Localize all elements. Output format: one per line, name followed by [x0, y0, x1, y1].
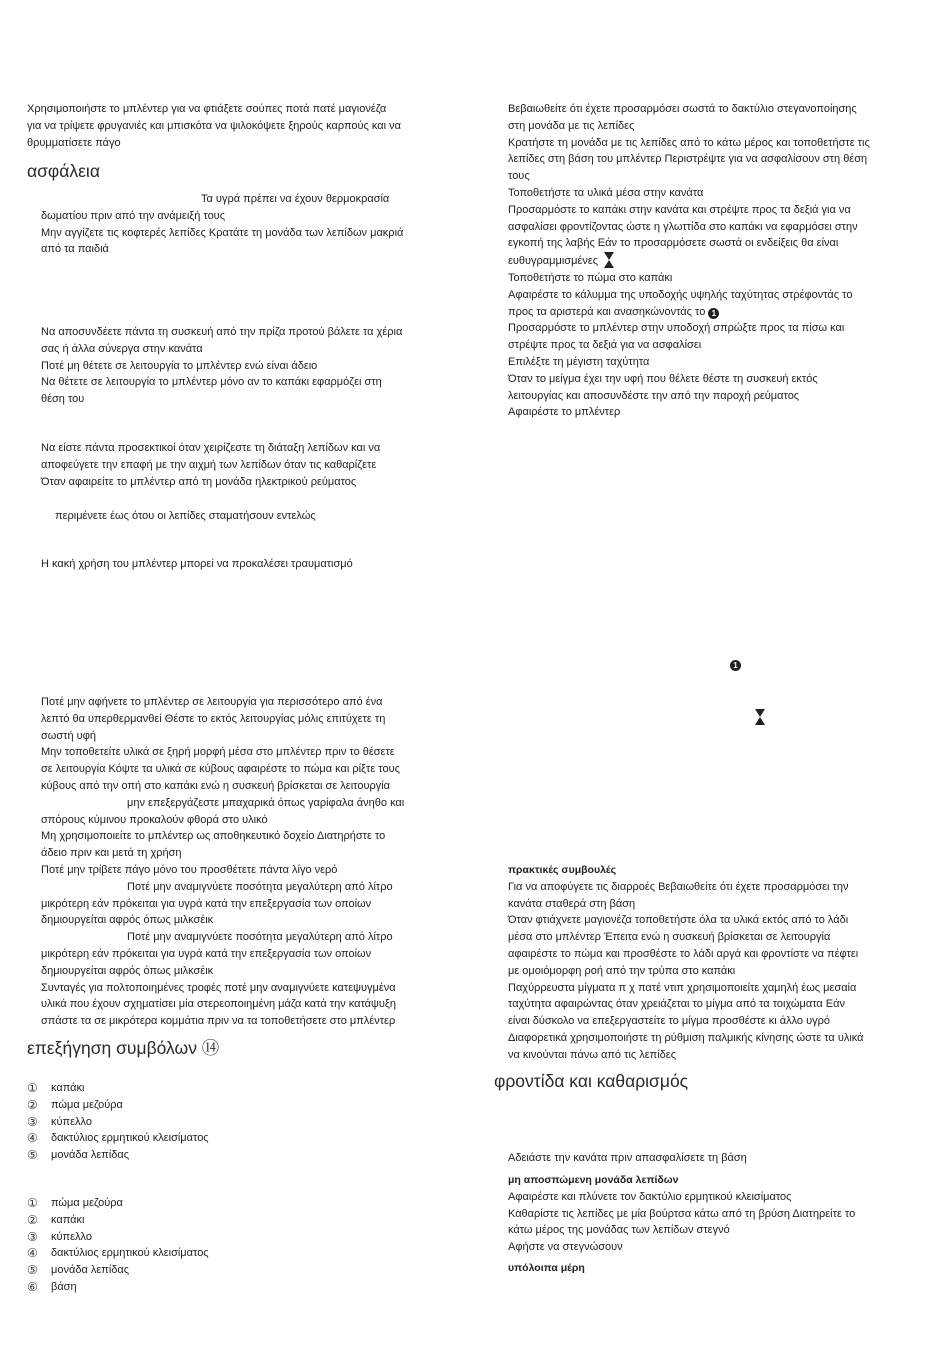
tip-line: να κινούνται πάνω από τις λεπίδες: [508, 1048, 677, 1061]
step-line: [508, 304, 938, 321]
usage-line: κύβους από την οπή στο καπάκι ενώ η συσκευή βρίσκεται σε λειτουργία: [41, 779, 391, 792]
step-line: Προσαρμόστε το καπάκι στην κανάτα και στρέψτε προς τα δεξιά για να: [508, 203, 851, 216]
hourglass-alignment-icon: [604, 252, 614, 268]
hourglass-alignment-icon: [755, 709, 765, 725]
care-heading: φροντίδα και καθαρισμός: [494, 1071, 689, 1091]
step-line: λεπίδες στη βάση του μπλέντερ Περιστρέψτε για να ασφαλίσουν στη θέση: [508, 153, 868, 166]
usage-line: δημιουργείται αφρός όπως μιλκσέικ: [41, 964, 214, 977]
tip-line: Παχύρρευστα μίγματα π χ πατέ ντιπ χρησιμοποιείτε χαμηλή έως μεσαία: [508, 981, 857, 994]
list-item: [27, 1279, 457, 1296]
item-label: μονάδα λεπίδας: [51, 1264, 130, 1277]
step-line: εγκοπή της λαβής Εάν το προσαρμόσετε σωστά οι ενδείξεις θα είναι: [508, 237, 839, 250]
list-item: [27, 1229, 457, 1246]
usage-line: Συνταγές για πολτοποιημένες τροφές ποτέ μην αναμιγνύετε κατεψυγμένα: [41, 981, 396, 994]
list-item: [27, 1114, 457, 1131]
safety-heading: ασφάλεια: [27, 161, 100, 181]
item-label: δακτύλιος ερμητικού κλεισίματος: [51, 1247, 209, 1260]
safety-line: θέση του: [41, 393, 85, 406]
care-line: Καθαρίστε τις λεπίδες με μία βούρτσα κάτω από τη βρύση Διατηρείτε το: [508, 1207, 856, 1220]
list-item: [27, 1097, 457, 1114]
care-line: Αφήστε να στεγνώσουν: [508, 1241, 623, 1254]
number-one-badge-icon: 1: [730, 660, 741, 671]
safety-line: Ποτέ μη θέτετε σε λειτουργία το μπλέντερ ενώ είναι άδειο: [41, 359, 318, 372]
blade-heading: μη αποσπώμενη μονάδα λεπίδων: [508, 1174, 679, 1186]
safety-line: δωματίου πριν από την ανάμειξή τους: [41, 209, 226, 222]
safety-block-a: [27, 191, 457, 258]
safety-line: περιμένετε έως ότου οι λεπίδες σταματήσουν εντελώς: [55, 510, 316, 522]
safety-line: από τα παιδιά: [41, 243, 109, 256]
list-item: [27, 1130, 457, 1147]
item-label: δακτύλιος ερμητικού κλεισίματος: [51, 1132, 209, 1145]
blade-care-block: [508, 1172, 938, 1256]
step-line: τους: [508, 170, 530, 183]
usage-line: Ποτέ μην αναμιγνύετε ποσότητα μεγαλύτερη από λίτρο: [127, 880, 393, 893]
item-number: ①: [27, 1081, 38, 1095]
step-line: Αφαιρέστε το κάλυμμα της υποδοχής υψηλής ταχύτητας στρέφοντάς το: [508, 288, 853, 301]
usage-line: υλικά που έχουν σχηματίσει μία στερεοποιημένη μάζα κατά την κατάψυξη: [41, 998, 396, 1011]
parts-list-2: [27, 1195, 457, 1296]
list-item: [27, 1245, 457, 1262]
item-label: κύπελλο: [51, 1230, 92, 1243]
usage-line: σπάστε τα σε μικρότερα κομμάτια πριν να τα τοποθετήσετε στο μπλέντερ: [41, 1015, 396, 1028]
item-number: ②: [27, 1097, 38, 1112]
safety-line: Μην αγγίζετε τις κοφτερές λεπίδες Κρατάτε τη μονάδα των λεπίδων μακριά: [41, 226, 404, 239]
safety-block-b: [27, 324, 457, 408]
step-line: Αφαιρέστε το μπλέντερ: [508, 406, 621, 419]
intro-line: για να τρίψετε φρυγανιές και μπισκότα να ψιλοκόψετε ξηρούς καρπούς και να: [27, 119, 401, 132]
item-number: ③: [27, 1229, 38, 1244]
item-number: ⑥: [27, 1279, 38, 1294]
item-number: ②: [27, 1212, 38, 1227]
tips-heading: πρακτικές συμβουλές: [508, 864, 617, 876]
step-line: στρέψτε προς τα δεξιά για να ασφαλίσει: [508, 339, 702, 352]
list-item: [27, 1195, 457, 1212]
usage-line: Ποτέ μην αναμιγνύετε ποσότητα μεγαλύτερη από λίτρο: [127, 931, 393, 944]
usage-line: μην επεξεργάζεστε μπαχαρικά όπως γαρίφαλα άνηθο και: [127, 796, 405, 809]
intro-line: Χρησιμοποιήστε το μπλέντερ για να φτιάξετε σούπες ποτά πατέ μαγιονέζα: [27, 103, 387, 115]
tip-line: κανάτα σταθερά στη βάση: [508, 897, 636, 910]
item-number: ④: [27, 1246, 38, 1261]
list-item: [27, 1147, 457, 1164]
tip-line: Όταν φτιάχνετε μαγιονέζα τοποθετήστε όλα τα υλικά εκτός από το λάδι: [508, 914, 849, 927]
usage-line: Ποτέ μην αφήνετε το μπλέντερ σε λειτουργία για περισσότερο από ένα: [41, 696, 383, 708]
list-item: [27, 1212, 457, 1229]
usage-block: [27, 694, 457, 1030]
step-line: Τοποθετήστε τα υλικά μέσα στην κανάτα: [508, 186, 704, 199]
item-label: πώμα μεζούρα: [51, 1098, 123, 1111]
tip-line: Για να αποφύγετε τις διαρροές Βεβαιωθείτε ότι έχετε προσαρμόσει την: [508, 880, 849, 893]
list-item: [27, 1262, 457, 1279]
step-text: ευθυγραμμισμένες: [508, 255, 599, 268]
safety-block-e: [27, 556, 457, 573]
item-label: βάση: [51, 1280, 77, 1293]
step-line: Βεβαιωθείτε ότι έχετε προσαρμόσει σωστά το δακτύλιο στεγανοποίησης: [508, 103, 857, 115]
usage-line: σπόρους κύμινου προκαλούν φθορά στο υλικό: [41, 813, 268, 826]
usage-line: σωστή υφή: [41, 729, 96, 742]
safety-line: Να θέτετε σε λειτουργία το μπλέντερ μόνο αν το καπάκι εφαρμόζει στη: [41, 376, 382, 389]
usage-line: λεπτό θα υπερθερμανθεί Θέστε το εκτός λειτουργίας μόλις επιτύχετε τη: [41, 712, 386, 725]
symbols-heading: επεξήγηση συμβόλων ⑭: [27, 1038, 220, 1058]
usage-line: Μην τοποθετείτε υλικά σε ξηρή μορφή μέσα στο μπλέντερ πριν το θέσετε: [41, 746, 395, 759]
tips-block: [508, 862, 938, 1064]
usage-line: μικρότερη εάν πρόκειται για υγρά κατά την επεξεργασία των οποίων: [41, 897, 372, 910]
step-text: προς τα αριστερά και ανασηκώνοντάς το: [508, 305, 706, 318]
step-line: Επιλέξτε τη μέγιστη ταχύτητα: [508, 355, 650, 368]
step-line: Τοποθετήστε το πώμα στο καπάκι: [508, 271, 673, 284]
item-number: ①: [27, 1196, 38, 1210]
step-line: Προσαρμόστε το μπλέντερ στην υποδοχή σπρώξτε προς τα πίσω και: [508, 322, 845, 335]
parts-list-1: [27, 1080, 457, 1164]
step-line: λειτουργίας και αποσυνδέστε την από την παροχή ρεύματος: [508, 389, 800, 402]
item-number: ③: [27, 1114, 38, 1129]
care-line: Αδειάστε την κανάτα πριν απασφαλίσετε τη βάση: [508, 1152, 747, 1164]
item-number: ⑤: [27, 1148, 38, 1163]
intro-paragraph: [27, 101, 457, 151]
usage-line: Ποτέ μην τρίβετε πάγο μόνο του προσθέτετε πάντα λίγο νερό: [41, 863, 338, 876]
assembly-steps: [508, 101, 938, 421]
item-label: μονάδα λεπίδας: [51, 1149, 130, 1162]
safety-line: Τα υγρά πρέπει να έχουν θερμοκρασία: [201, 193, 390, 205]
care-intro: [508, 1150, 938, 1167]
list-item: [27, 1080, 457, 1097]
tip-line: Διαφορετικά χρησιμοποιήστε τη ρύθμιση παλμικής κίνησης ώστε τα υλικά: [508, 1031, 864, 1044]
number-one-badge-icon: 1: [708, 308, 719, 319]
tip-line: αφαιρέστε το πώμα και προσθέστε το λάδι αργά και φροντίστε να πέφτει: [508, 947, 859, 960]
care-line: Αφαιρέστε και πλύνετε τον δακτύλιο ερμητικού κλεισίματος: [508, 1190, 792, 1203]
other-parts-heading: υπόλοιπα μέρη: [508, 1262, 585, 1274]
usage-line: μικρότερη εάν πρόκειται για υγρά κατά την επεξεργασία των οποίων: [41, 947, 372, 960]
item-label: κύπελλο: [51, 1115, 92, 1128]
safety-line: αποφεύγετε την επαφή με την αιχμή των λεπίδων όταν τις καθαρίζετε: [41, 458, 377, 471]
step-line: ασφαλίσει φροντίζοντας ώστε η γλωττίδα στο καπάκι να εφαρμόσει στην: [508, 220, 858, 233]
step-line: στη μονάδα με τις λεπίδες: [508, 119, 635, 132]
safety-line: Όταν αφαιρείτε το μπλέντερ από τη μονάδα ηλεκτρικού ρεύματος: [41, 475, 357, 488]
item-number: ⑤: [27, 1263, 38, 1278]
other-parts-block: [508, 1260, 938, 1277]
safety-block-d: [27, 508, 457, 525]
item-label: καπάκι: [51, 1213, 85, 1226]
safety-line: Η κακή χρήση του μπλέντερ μπορεί να προκαλέσει τραυματισμό: [41, 558, 353, 570]
safety-block-c: [27, 440, 457, 490]
safety-line: Να αποσυνδέετε πάντα τη συσκευή από την πρίζα προτού βάλετε τα χέρια: [41, 326, 403, 338]
item-number: ④: [27, 1131, 38, 1146]
usage-line: δημιουργείται αφρός όπως μιλκσέικ: [41, 914, 214, 927]
tip-line: είναι δύσκολο να επεξεργαστείτε το μίγμα προσθέστε κι άλλο υγρό: [508, 1015, 830, 1028]
usage-line: σε λειτουργία Κόψτε τα υλικά σε κύβους αφαιρέστε το πώμα και ρίξτε τους: [41, 763, 400, 776]
tip-line: ταχύτητα αφαιρώντας όταν χρειάζεται το μίγμα από τα τοιχώματα Εάν: [508, 998, 846, 1011]
usage-line: άδειο πριν και μετά τη χρήση: [41, 847, 182, 860]
item-label: καπάκι: [51, 1082, 85, 1094]
step-line: Κρατήστε τη μονάδα με τις λεπίδες από το κάτω μέρος και τοποθετήστε τις: [508, 136, 870, 149]
usage-line: Μη χρησιμοποιείτε το μπλέντερ ως αποθηκευτικό δοχείο Διατηρήστε το: [41, 830, 386, 843]
safety-line: σας ή άλλα σύνεργα στην κανάτα: [41, 342, 203, 355]
intro-line: θρυμματίσετε πάγο: [27, 136, 121, 149]
step-line: [508, 252, 938, 270]
step-line: Όταν το μείγμα έχει την υφή που θέλετε θέστε τη συσκευή εκτός: [508, 372, 818, 385]
item-label: πώμα μεζούρα: [51, 1197, 123, 1209]
tip-line: μέσα στο μπλέντερ Έπειτα ενώ η συσκευή βρίσκεται σε λειτουργία: [508, 931, 831, 944]
care-line: κάτω μέρος της μονάδας των λεπίδων στεγνό: [508, 1224, 730, 1237]
tip-line: με ομοιόμορφη ροή από την τρύπα στο καπάκι: [508, 964, 736, 977]
safety-line: Να είστε πάντα προσεκτικοί όταν χειρίζεστε τη διάταξη λεπίδων και να: [41, 442, 381, 454]
